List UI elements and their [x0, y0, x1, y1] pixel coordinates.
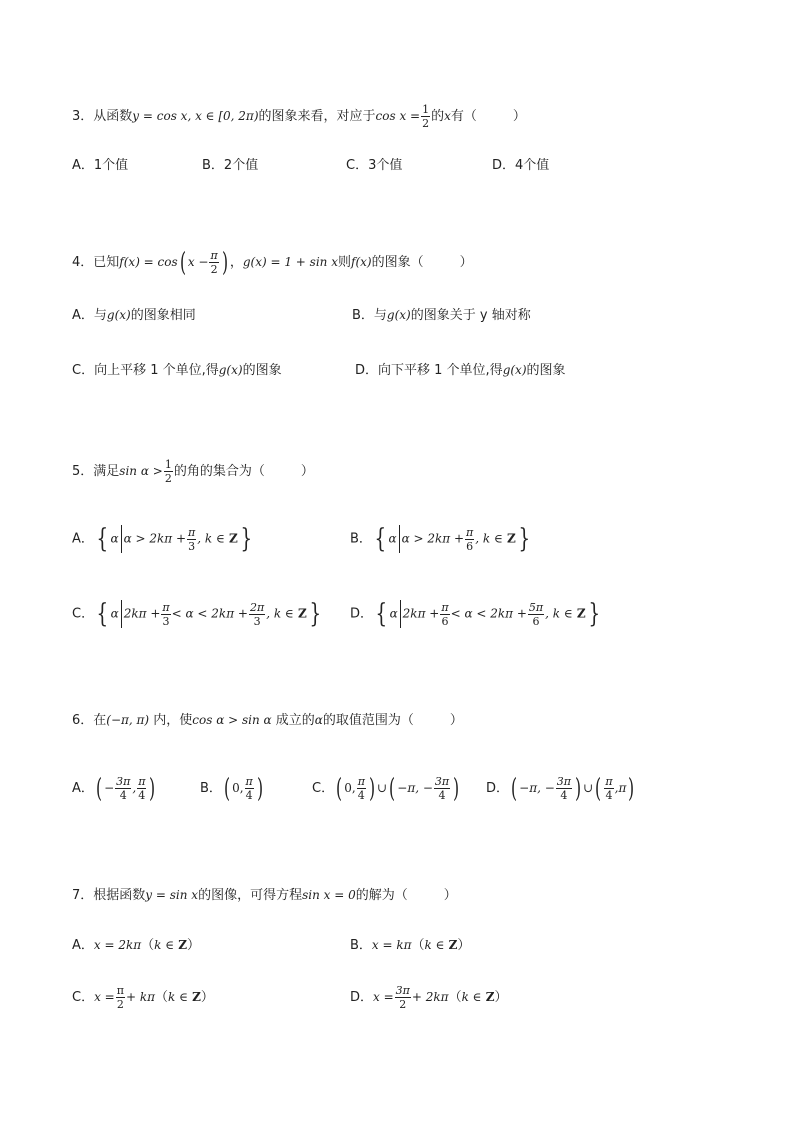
q5-number: 5．: [72, 464, 94, 479]
q3-option-a[interactable]: A．1个值: [72, 158, 129, 173]
q6-option-a[interactable]: A．( − $\frac{3\pi}{4}$ , $\frac{\pi}{4}$ ): [72, 773, 156, 804]
q6-number: 6．: [72, 713, 94, 728]
q3-option-d[interactable]: D．4个值: [492, 158, 550, 173]
question-4: 4．已知f(x) = cos( x − $\frac{\pi}{2}$ ) ，g(x) = 1 + sin x则f(x)的图象（ ）: [72, 247, 473, 278]
q4-option-b[interactable]: B．与g(x)的图象关于 y 轴对称: [352, 308, 531, 323]
q5-option-d[interactable]: D．{ α 2kπ + $\frac{\pi}{6}$ < α < 2kπ + $\frac{5\pi}{6}$ , k ∈ Z}: [350, 599, 600, 629]
q3-fraction: $\frac{1}{2}$: [422, 103, 430, 130]
q4-number: 4．: [72, 255, 94, 270]
q5-option-b[interactable]: B．{ α α > 2kπ + $\frac{\pi}{6}$ , k ∈ Z}: [350, 524, 530, 554]
q3-domain-expr: y = cos x, x ∈ [0, 2π): [132, 109, 259, 123]
q7-option-b[interactable]: B．x = kπ（k ∈ Z）: [350, 938, 471, 953]
question-6: 6．在(−π, π) 内，使cos α > sin α 成立的α的取值范围为（ ）: [72, 713, 463, 728]
question-7: 7．根据函数y = sin x的图像，可得方程sin x = 0的解为（ ）: [72, 888, 457, 903]
q3-option-b[interactable]: B．2个值: [202, 158, 259, 173]
q4-option-d[interactable]: D．向下平移 1 个单位,得g(x)的图象: [355, 363, 566, 378]
q4-option-c[interactable]: C．向上平移 1 个单位,得g(x)的图象: [72, 363, 282, 378]
q3-option-c[interactable]: C．3个值: [346, 158, 403, 173]
q6-option-c[interactable]: C．( 0, $\frac{\pi}{4}$ ) ∪( −π, − $\frac{3\pi}{4}$ ): [312, 773, 460, 804]
q7-option-d[interactable]: D．x = $\frac{3\pi}{2}$ + 2kπ（k ∈ Z）: [350, 984, 508, 1011]
q7-option-c[interactable]: C．x = $\frac{\pi}{2}$ + kπ（k ∈ Z）: [72, 984, 214, 1011]
question-3: 3．从函数y = cos x, x ∈ [0, 2π)的图象来看，对应于cos x = $\frac{1}{2}$ 的x有（ ）: [72, 103, 526, 130]
q7-number: 7．: [72, 888, 94, 903]
q3-number: 3．: [72, 109, 94, 124]
q5-option-c[interactable]: C．{ α 2kπ + $\frac{\pi}{3}$ < α < 2kπ + $\frac{2\pi}{3}$ , k ∈ Z}: [72, 599, 321, 629]
q6-option-d[interactable]: D．( −π, − $\frac{3\pi}{4}$ ) ∪( $\frac{\pi}{4}$ ,π): [486, 773, 635, 804]
q4-option-a[interactable]: A．与g(x)的图象相同: [72, 308, 196, 323]
q6-option-b[interactable]: B．( 0, $\frac{\pi}{4}$ ): [200, 773, 263, 804]
q7-option-a[interactable]: A．x = 2kπ（k ∈ Z）: [72, 938, 201, 953]
q5-option-a[interactable]: A．{ α α > 2kπ + $\frac{\pi}{3}$ , k ∈ Z}: [72, 524, 252, 554]
question-5: 5．满足sin α > $\frac{1}{2}$ 的角的集合为（ ）: [72, 458, 314, 485]
